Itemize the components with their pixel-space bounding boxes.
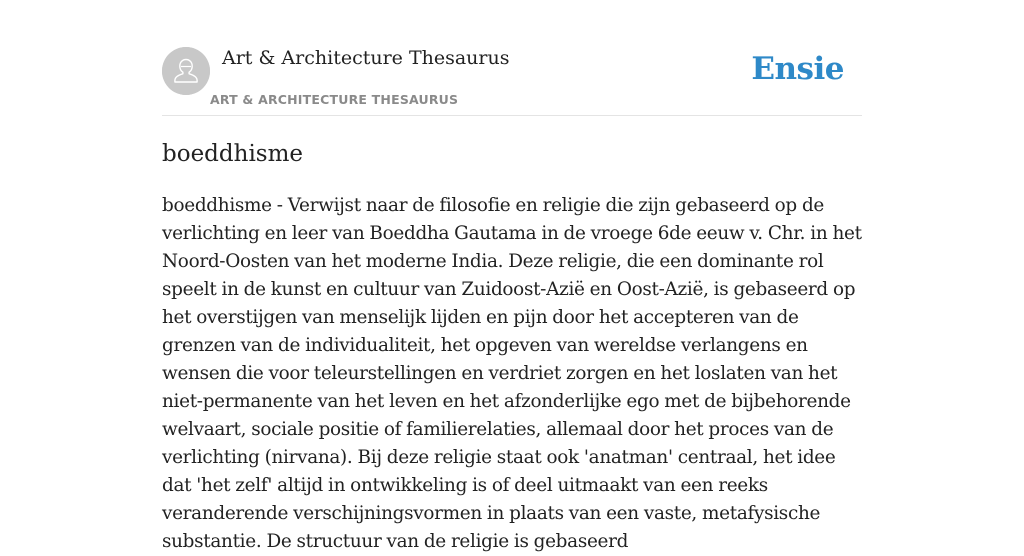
content-container — [162, 0, 862, 552]
source-subtitle[interactable]: ART & ARCHITECTURE THESAURUS — [210, 92, 459, 107]
term-definition: boeddhisme - Verwijst naar de filosofie en religie die zijn gebaseerd op de verlichting en leer van Boeddha Gautama in de vroege 6de eeuw v. Chr. in het Noord-Oosten van het moderne India. Deze religie, die een dominante rol speelt in de kunst en cultuur van Zuidoost-Azië en Oost-Azië, is gebaseerd op het overstijgen van menselijk lijden en pijn door het accepteren van de grenzen van de individualiteit, het opgeven van wereldse verlangens en wensen die voor teleurstellingen en verdriet zorgen en het loslaten van het niet-permanente van het leven en het afzonderlijke ego met de bijbehorende welvaart, sociale positie of familierelaties, allemaal door het proces van de verlichting (nirvana). Bij deze religie staat ook 'anatman' centraal, het idee dat 'het zelf' altijd in ontwikkeling is of deel uitmaakt van een reeks veranderende verschijningsvormen in plaats van een vaste, metafysische substantie. De structuur van de religie is gebaseerd — [162, 195, 862, 552]
ensie-logo[interactable]: Ensie — [751, 51, 844, 87]
user-placeholder-icon[interactable] — [162, 47, 210, 95]
term-title: boeddhisme — [162, 141, 304, 167]
source-header — [162, 0, 862, 116]
source-title[interactable]: Art & Architecture Thesaurus — [222, 47, 510, 69]
